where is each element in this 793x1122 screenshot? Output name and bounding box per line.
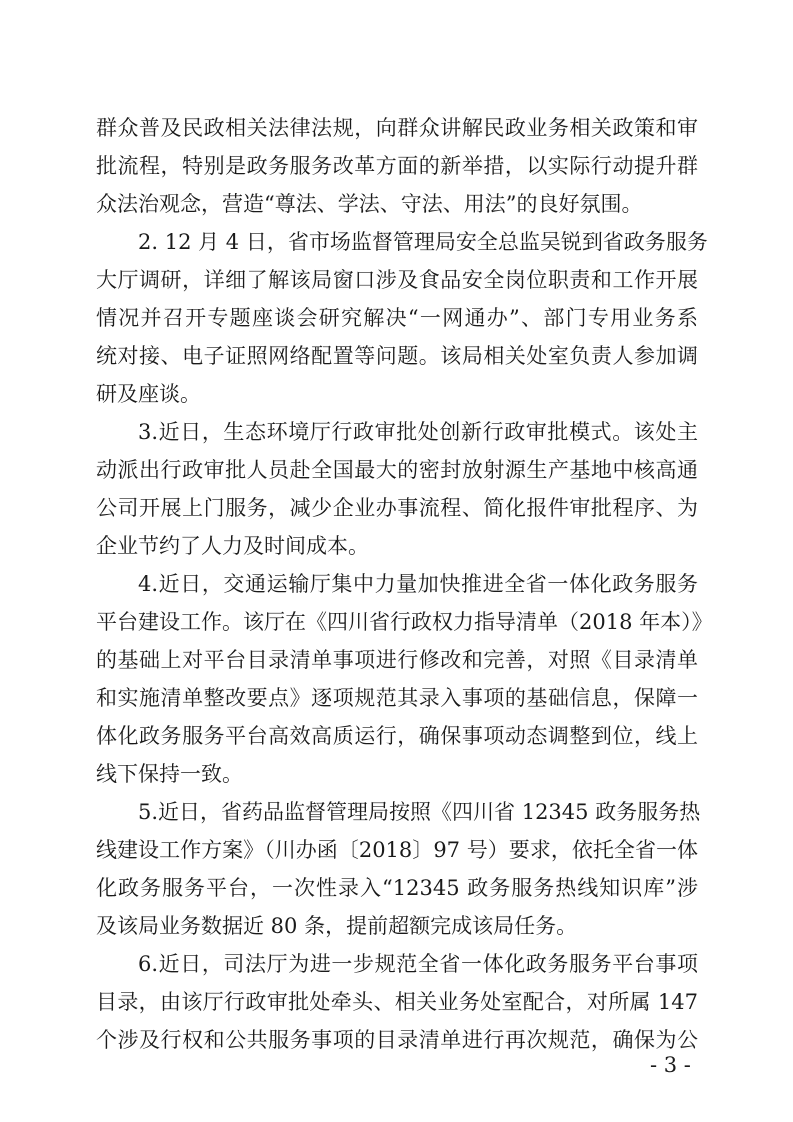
paragraph-line: 4.近日，交通运输厅集中力量加快推进全省一体化政务服务 bbox=[138, 572, 698, 596]
paragraph-line: 统对接、电子证照网络配置等问题。该局相关处室负责人参加调 bbox=[96, 344, 698, 368]
paragraph-line: 和实施清单整改要点》逐项规范其录入事项的基础信息，保障一 bbox=[96, 686, 698, 710]
paragraph-line: 及该局业务数据近 80 条，提前超额完成该局任务。 bbox=[96, 914, 578, 938]
paragraph-line: 线建设工作方案》（川办函〔2018〕97 号）要求，依托全省一体 bbox=[96, 838, 698, 862]
paragraph-line: 大厅调研，详细了解该局窗口涉及食品安全岗位职责和工作开展 bbox=[96, 268, 698, 292]
paragraph-line: 线下保持一致。 bbox=[96, 762, 243, 786]
paragraph-line: 化政务服务平台，一次性录入“12345 政务服务热线知识库”涉 bbox=[96, 876, 698, 900]
paragraph-line: 企业节约了人力及时间成本。 bbox=[96, 534, 369, 558]
paragraph-line: 情况并召开专题座谈会研究解决“一网通办”、部门专用业务系 bbox=[96, 306, 698, 330]
paragraph-line: 群众普及民政相关法律法规，向群众讲解民政业务相关政策和审 bbox=[96, 116, 698, 140]
paragraph-line: 研及座谈。 bbox=[96, 382, 201, 406]
paragraph-line: 批流程，特别是政务服务改革方面的新举措，以实际行动提升群 bbox=[96, 154, 698, 178]
paragraph-line: 5.近日，省药品监督管理局按照《四川省 12345 政务服务热 bbox=[138, 800, 701, 824]
paragraph-line: 公司开展上门服务，减少企业办事流程、简化报件审批程序、为 bbox=[96, 496, 698, 520]
paragraph-line: 动派出行政审批人员赴全国最大的密封放射源生产基地中核高通 bbox=[96, 458, 698, 482]
paragraph-line: 目录，由该厅行政审批处牵头、相关业务处室配合，对所属 147 bbox=[96, 990, 698, 1014]
paragraph-line: 3.近日，生态环境厅行政审批处创新行政审批模式。该处主 bbox=[138, 420, 698, 444]
page-number: - 3 - bbox=[650, 1053, 691, 1077]
paragraph-line: 6.近日，司法厅为进一步规范全省一体化政务服务平台事项 bbox=[138, 952, 698, 976]
paragraph-line: 平台建设工作。该厅在《四川省行政权力指导清单（2018 年本）》 bbox=[96, 610, 713, 634]
paragraph-line: 2. 12 月 4 日，省市场监督管理局安全总监吴锐到省政务服务 bbox=[138, 230, 708, 254]
paragraph-line: 众法治观念，营造“尊法、学法、守法、用法”的良好氛围。 bbox=[96, 192, 643, 216]
paragraph-line: 个涉及行权和公共服务事项的目录清单进行再次规范，确保为公 bbox=[96, 1028, 698, 1052]
paragraph-line: 体化政务服务平台高效高质运行，确保事项动态调整到位，线上 bbox=[96, 724, 698, 748]
paragraph-line: 的基础上对平台目录清单事项进行修改和完善，对照《目录清单 bbox=[96, 648, 698, 672]
